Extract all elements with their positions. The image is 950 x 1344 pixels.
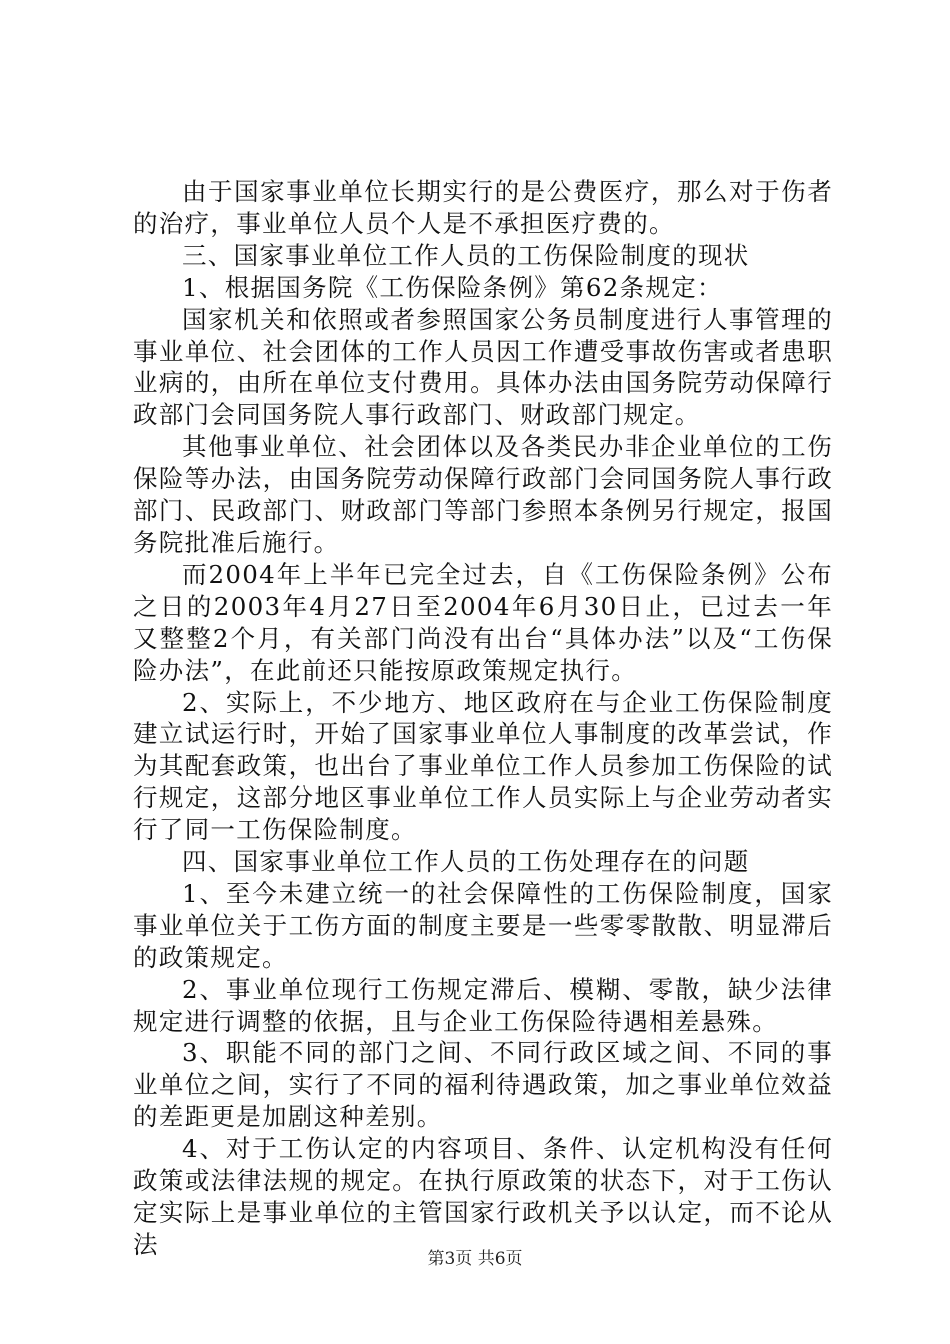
paragraph-10: 2、事业单位现行工伤规定滞后、模糊、零散，缺少法律规定进行调整的依据，且与企业工伤保险待遇相差悬殊。 xyxy=(133,974,833,1036)
section-heading-3: 三、国家事业单位工作人员的工伤保险制度的现状 xyxy=(182,240,750,270)
section-heading-4: 四、国家事业单位工作人员的工伤处理存在的问题 xyxy=(182,847,750,877)
paragraph-1: 由于国家事业单位长期实行的是公费医疗，那么对于伤者的治疗，事业单位人员个人是不承担医疗费的。 xyxy=(133,177,833,238)
paragraph-12: 4、对于工伤认定的内容项目、条件、认定机构没有任何政策或法律法规的规定。在执行原政策的状态下，对于工伤认定实际上是事业单位的主管国家行政机关予以认定，而不论从法 xyxy=(133,1134,833,1259)
page-number-footer: 第3页 共6页 xyxy=(427,1249,523,1269)
paragraph-5: 其他事业单位、社会团体以及各类民办非企业单位的工伤保险等办法，由国务院劳动保障行政部门会同国务院人事行政部门、民政部门、财政部门等部门参照本条例另行规定，报国务院批准后施行。 xyxy=(133,432,833,557)
paragraph-11: 3、职能不同的部门之间、不同行政区域之间、不同的事业单位之间，实行了不同的福利待遇政策，加之事业单位效益的差距更是加剧这种差别。 xyxy=(133,1038,833,1132)
document-body xyxy=(133,176,833,1261)
paragraph-4: 国家机关和依照或者参照国家公务员制度进行人事管理的事业单位、社会团体的工作人员因工作遭受事故伤害或者患职业病的，由所在单位支付费用。具体办法由国务院劳动保障行政部门会同国务院人事行政部门、财政部门规定。 xyxy=(133,304,833,430)
paragraph-3: 1、根据国务院《工伤保险条例》第62条规定： xyxy=(182,272,723,302)
paragraph-7: 2、实际上，不少地方、地区政府在与企业工伤保险制度建立试运行时，开始了国家事业单位人事制度的改革尝试，作为其配套政策，也出台了事业单位工作人员参加工伤保险的试行规定，这部分地区事业单位工作人员实际上与企业劳动者实行了同一工伤保险制度。 xyxy=(133,687,833,845)
paragraph-6: 而2004年上半年已完全过去，自《工伤保险条例》公布之日的2003年4月27日至2004年6月30日止，已过去一年又整整2个月，有关部门尚没有出台“具体办法”以及“工伤保险办法”，在此前还只能按原政策规定执行。 xyxy=(133,559,833,685)
paragraph-9: 1、至今未建立统一的社会保障性的工伤保险制度，国家事业单位关于工伤方面的制度主要是一些零零散散、明显滞后的政策规定。 xyxy=(133,878,833,972)
